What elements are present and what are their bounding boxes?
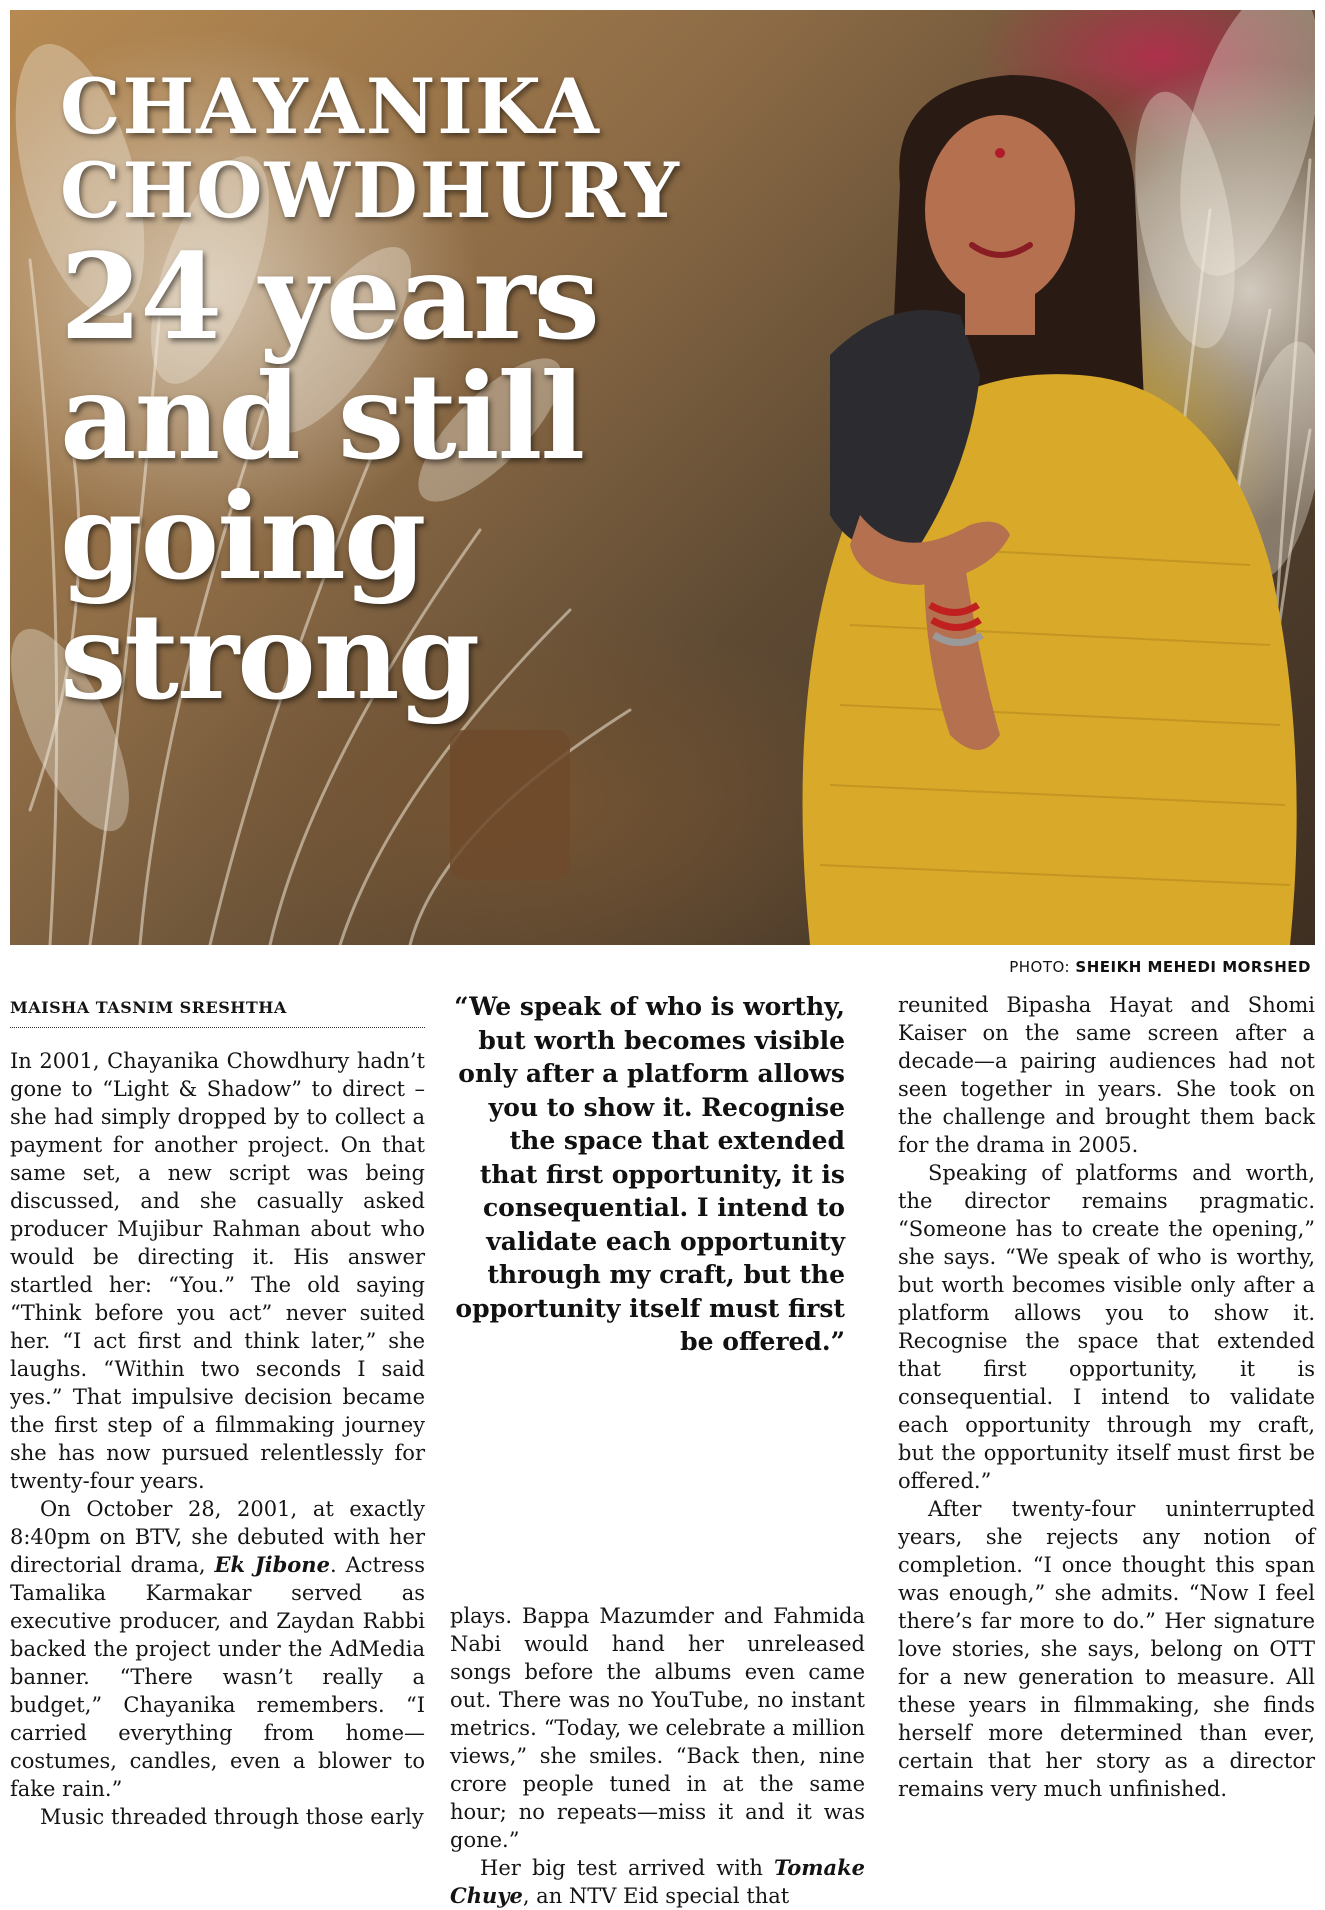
text-run: , an NTV Eid special that — [522, 1884, 790, 1908]
text-run: On October 28, 2001, at exactly 8:40pm on BTV, she debuted with her directorial drama, — [10, 1497, 425, 1577]
paragraph — [10, 1495, 425, 1803]
pull-quote: “We speak of who is worthy, but worth becomes visible only after a platform allows you to show it. Recognise the space that extended that first opportunity, it is consequential. I intend to validate each opportunity through my craft, but the opportunity itself must first be offered.” — [454, 992, 845, 1356]
headline-tag-line3: going — [60, 467, 425, 606]
headline-tag-line1: 24 years — [60, 227, 598, 366]
headline-name-line2: CHOWDHURY — [60, 146, 681, 235]
hero-photo — [10, 10, 1315, 945]
article-column-3 — [898, 991, 1315, 1803]
byline: MAISHA TASNIM SRESHTHA — [10, 998, 425, 1028]
portrait-figure — [750, 45, 1310, 945]
text-run: . Actress Tamalika Karmakar served as executive producer, and Zaydan Rabbi backed the project under the AdMedia banner. “There wasn’t really a budget,” Chayanika remembers. “I carried everything from home—costumes, candles, even a blower to fake rain.” — [10, 1553, 425, 1801]
photo-credit — [1009, 958, 1311, 976]
drama-title: Tomake Chuye — [450, 1855, 865, 1908]
paragraph: Music threaded through those early — [40, 1805, 424, 1829]
paragraph: reunited Bipasha Hayat and Shomi Kaiser on the same screen after a decade—a pairing audiences had not seen together in years. She took on the challenge and brought them back for the drama in 2005. — [898, 993, 1315, 1157]
paragraph: After twenty-four uninterrupted years, she rejects any notion of completion. “I once thought this span was enough,” she admits. “Now I feel there’s far more to do.” Her signature love stories, she says, belong on OTT for a new generation to measure. All these years in filmmaking, she finds herself more determined than ever, certain that her story as a director remains very much unfinished. — [898, 1497, 1315, 1801]
paragraph: Speaking of platforms and worth, the director remains pragmatic. “Someone has to create the opening,” she says. “We speak of who is worthy, but worth becomes visible only after a platform allows you to show it. Recognise the space that extended that first opportunity, it is consequential. I intend to validate each opportunity through my craft, but the opportunity itself must first be offered.” — [898, 1161, 1315, 1493]
drama-title: Ek Jibone — [214, 1552, 330, 1577]
paragraph: plays. Bappa Mazumder and Fahmida Nabi would hand her unreleased songs before the albums even came out. There was no YouTube, no instant metrics. “Today, we celebrate a million views,” she smiles. “Back then, nine crore people tuned in at the same hour; no repeats—miss it and it was gone.” — [450, 1604, 865, 1852]
headline-tag-line2: and still — [60, 347, 584, 486]
paragraph: In 2001, Chayanika Chowdhury hadn’t gone to “Light & Shadow” to direct – she had simply dropped by to collect a payment for another project. On that same set, a new script was being discussed, and she casually asked producer Mujibur Rahman about who would be directing it. His answer startled her: “You.” The old saying “Think before you act” never suited her. “I act first and think later,” she laughs. “Within two seconds I said yes.” That impulsive decision became the first step of a filmmaking journey she has now pursued relentlessly for twenty-four years. — [10, 1049, 425, 1493]
article-column-2 — [450, 1602, 865, 1910]
photo-credit-name: SHEIKH MEHEDI MORSHED — [1075, 958, 1311, 976]
headline — [60, 62, 681, 726]
article-column-1 — [10, 1047, 425, 1831]
text-run: Her big test arrived with — [480, 1856, 775, 1880]
headline-name-line1: CHAYANIKA — [60, 62, 601, 151]
headline-tag-line4: strong — [60, 587, 479, 726]
paragraph — [450, 1854, 865, 1910]
photo-credit-label: PHOTO: — [1009, 958, 1071, 976]
